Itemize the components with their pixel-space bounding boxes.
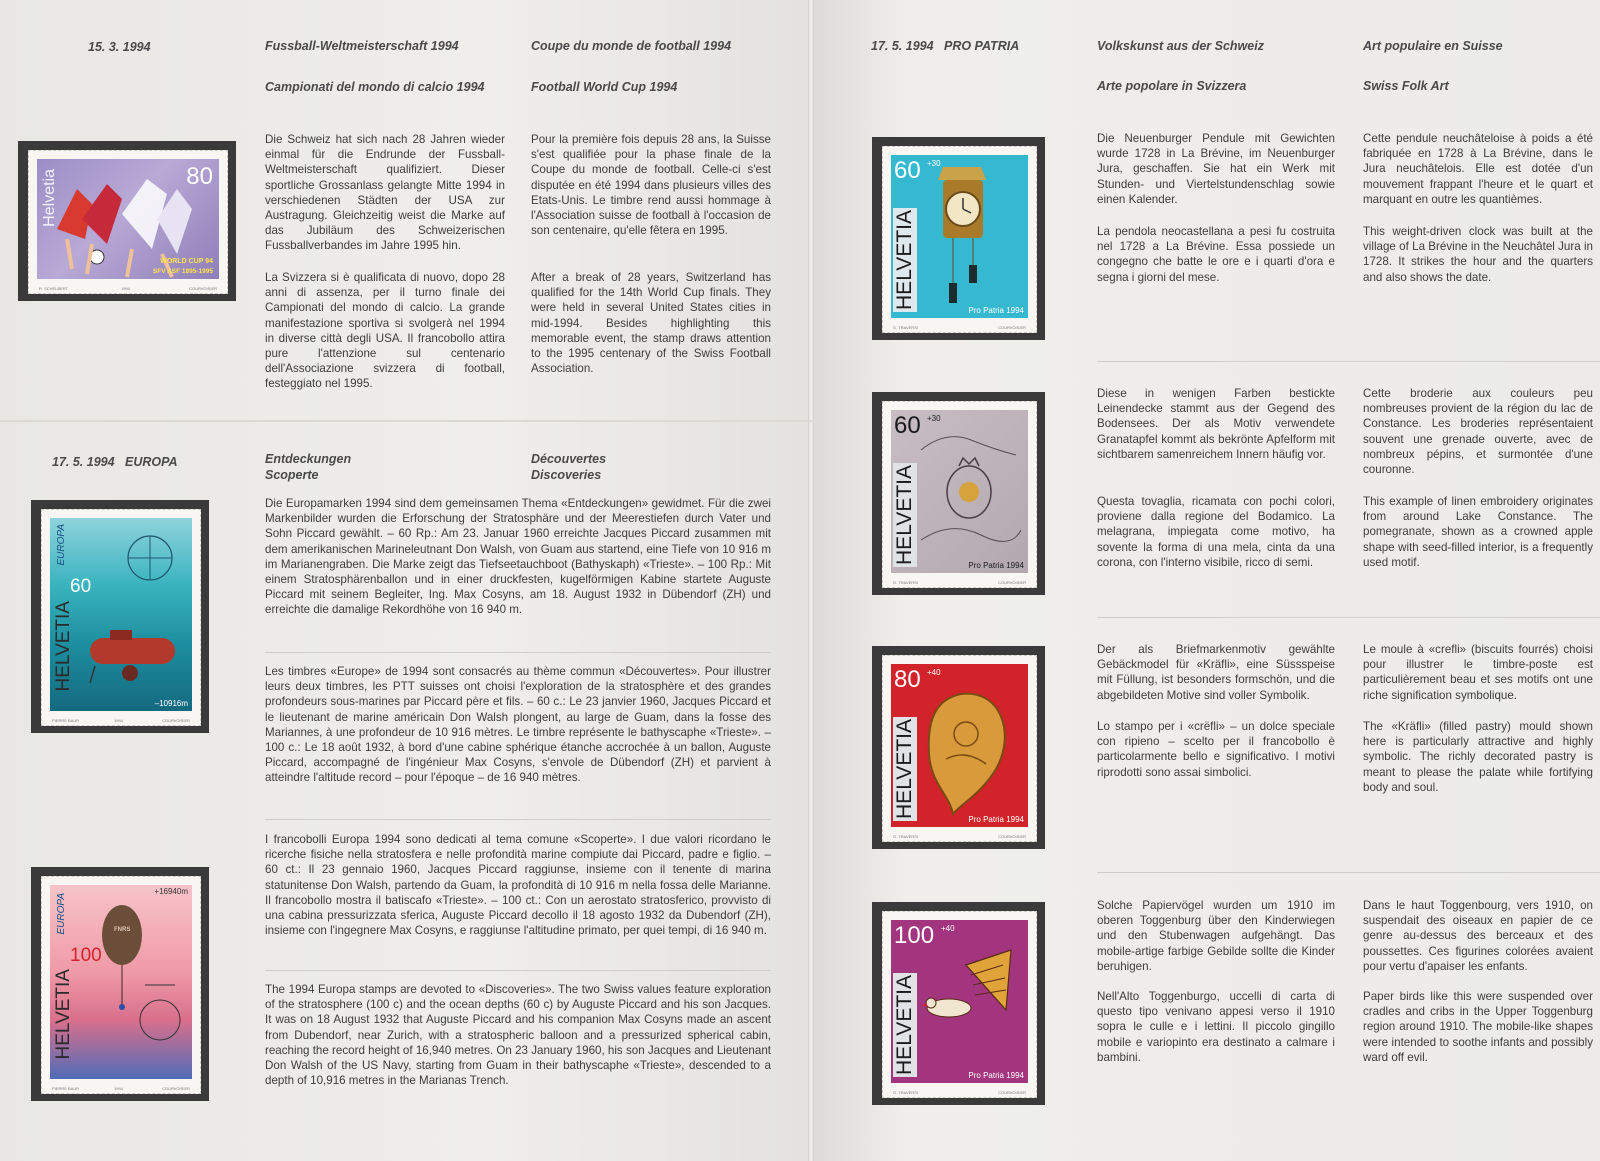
worldcup-stamp-designer: R. SCHELBERT xyxy=(39,286,69,291)
europa-title-de: Entdeckungen xyxy=(265,452,352,466)
propatria-bird-text-it: Nell'Alto Toggenburgo, uccelli di carta di questo tipo venivano appesi verso il 1910 sopra le culle e i lettini. Il piccolo gingillo mobile e variopinto era destinato a calmare i bambini. xyxy=(1097,990,1335,1064)
europa-100-designer: PIERRE BAUR xyxy=(52,1086,80,1091)
propatria-clock-text-en: This weight-driven clock was built at the village of La Brévine in the Neuchâtel Jura in 1728. It strikes the hour and the quarters and also shows the date. xyxy=(1363,225,1593,284)
europa-text-fr: Les timbres «Europe» de 1994 sont consacrés au thème commun «Découvertes». Pour illustrer leurs deux timbres, les PTT suisses ont choisi l'exploration de la stratosphère et des grandes profondeurs sous-marines par Piccard père et fils. – 60 c.: Le 23 janvier 1960, Jacques Piccard et le lieutenant de marine américain Don Walsh plongent, au large de Guam, dans la fosse des Mariannes, à une profondeur de 10 916 mètres. Le timbre représente le bathyscaphe «Trieste». – 100 c.: Le 18 août 1932, à bord d'une cabine sphérique étanche accrochée à un ballon, Auguste Piccard, accompagné de l'ingénieur Max Cosyns, s'envole de Dübendorf (ZH) et parvient à atteindre l'altitude record – pour l'époque – de 16 940 mètres. xyxy=(265,665,771,785)
europa-text-it: I francobolli Europa 1994 sono dedicati al tema comune «Scoperte». I due valori ricordano le ricerche fisiche nella stratosfera e nelle profondità marine compiute dai Piccard, padre e figlio. – 60 ct.: Il 23 gennaio 1960, Jacques Piccard raggiunse, insieme con il tenente di marina statunitense Don Walsh, partendo da Guam, la profondità di 10 916 m nella fossa delle Marianne. Il francobollo mostra il batiscafo «Trieste». – 100 ct.: Con un aerostato stratosferico, provvisto di una cabina pressurizzata sferica, Auguste Piccard decollo il 18 agosto 1932 da Dubendorf (ZH), insieme con l'ingegnere Max Cosyns, e raggiunse l'altitudine primato, per quei tempi, di 16 940 m. xyxy=(265,833,771,938)
europa-text-de: Die Europamarken 1994 sind dem gemeinsamen Thema «Entdeckungen» gewidmet. Für die zwei Markenbilder wurden die Erforschung der Stratosphäre und der Meerestiefen durch Vater und Sohn Piccard gewählt. – 60 Rp.: Am 23. Januar 1960 erreichte Jacques Piccard zusammen mit dem amerikanischen Marineleutnant Don Walsh, von Guam aus startend, eine Tiefe von 10 916 m im Marianengraben. Die Marke zeigt das Tiefseetauchboot (Bathyskaph) «Trieste». – 100 Rp.: Mit einem Stratosphärenballon und in einer druckfesten, kugelförmigen Kabine startete Auguste Piccard mit seinem Begleiter, Ing. Max Cosyns, am 18. August 1932 in Dübendorf (ZH) und erreichte die damalige Rekordhöhe von 16 940 m. xyxy=(265,497,771,617)
propatria-embroidery-designer: G. TRAVERSI xyxy=(893,580,918,585)
europa-60-stamp-art xyxy=(50,518,192,711)
propatria-divider-3 xyxy=(1097,872,1600,873)
propatria-date-value: 17. 5. 1994 xyxy=(871,39,934,53)
europa-60-country: HELVETIA xyxy=(53,600,74,691)
propatria-date xyxy=(871,39,1019,53)
propatria-clock-surcharge: +30 xyxy=(927,159,941,168)
propatria-mould-designer: G. TRAVERSI xyxy=(893,834,918,839)
worldcup-text-en: After a break of 28 years, Switzerland has qualified for the 14th World Cup finals. They were held in several United States cities in mid-1994. Besides highlighting this memorable event, the stamp draws attention to the 1995 centenary of the Swiss Football Association. xyxy=(531,271,771,376)
propatria-mould-text-fr: Le moule à «crefli» (biscuits fourrés) choisi pour illustrer le timbre-poste est particulièrement beau et ses motifs ont une riche signification symbolique. xyxy=(1363,643,1593,702)
europa-100-label: EUROPA xyxy=(56,893,67,935)
europa-60-label: EUROPA xyxy=(56,524,67,566)
propatria-mould-country: HELVETIA xyxy=(893,719,916,819)
propatria-clock-value: 60 xyxy=(894,157,921,184)
propatria-bird-stamp xyxy=(882,911,1037,1098)
europa-100-stamp-art xyxy=(50,885,192,1079)
propatria-bird-designer: G. TRAVERSI xyxy=(893,1090,918,1095)
propatria-clock-designer: G. TRAVERSI xyxy=(893,325,918,330)
worldcup-stamp-value: 80 xyxy=(186,163,213,190)
europa-100-height: +16940m xyxy=(154,887,188,896)
worldcup-stamp-country: Helvetia xyxy=(41,169,58,227)
propatria-embroidery-surcharge: +30 xyxy=(927,414,941,423)
worldcup-text-it: La Svizzera si è qualificata di nuovo, dopo 28 anni di assenza, per il turno finale dei Campionati del mondo di calcio. La grande manifestazione sportiva si svolgerà nel 1994 in diverse città degli USA. Il francobollo attira pure l'attenzione sul centenario dell'Associazione svizzera di football, festeggiato nel 1995. xyxy=(265,271,505,391)
propatria-bird-country: HELVETIA xyxy=(893,975,916,1075)
propatria-clock-text-de: Die Neuenburger Pendule mit Gewichten wurde 1728 in La Brévine, im Neuenburger Jura, geschaffen. Sie hat ein Werk mit Stunden- und Viertelstundenschlag sowie einen Kalender. xyxy=(1097,132,1335,206)
europa-100-year: 1994 xyxy=(114,1086,123,1091)
propatria-mould-printer: COURVOISIER xyxy=(998,834,1026,839)
propatria-embroidery-text-de: Diese in wenigen Farben bestickte Leinendecke stammt aus der Gegend des Bodensees. Der als Motiv verwendete Granatapfel kommt als bekrönte Apfelform mit sichtbarem samenreichem Innern häufig vor. xyxy=(1097,387,1335,461)
europa-60-printer: COURVOISIER xyxy=(162,718,190,723)
propatria-divider-2 xyxy=(1097,617,1600,618)
propatria-embroidery-stamp xyxy=(882,401,1037,588)
propatria-embroidery-text-fr: Cette broderie aux couleurs peu nombreuses provient de la région du lac de Constance. Les broderies représentaient souvent une grenade ouverte, avec de nombreux pépins, et surmontée d'une couronne. xyxy=(1363,387,1593,477)
worldcup-stamp-printer: COURVOISIER xyxy=(189,286,217,291)
propatria-embroidery-caption: Pro Patria 1994 xyxy=(968,561,1024,570)
propatria-mould-text-de: Der als Briefmarkenmotiv gewählte Gebäckmodel für «Kräfli», eine Süssspeise mit Füllung, ist besonders formschön, und die abgebildeten Motive sind voller Symbolik. xyxy=(1097,643,1335,702)
propatria-bird-text-de: Solche Papiervögel wurden um 1910 im oberen Toggenburg über den Kinderwiegen und den Stubenwagen aufgehängt. Das mobile-artige farbige Gebilde sollte die Kinder beruhigen. xyxy=(1097,899,1335,973)
worldcup-stamp-caption-2: SFV ASF 1895-1995 xyxy=(152,268,213,275)
europa-60-depth: –10916m xyxy=(154,699,188,708)
propatria-bird-printer: COURVOISIER xyxy=(998,1090,1026,1095)
left-page-fold-line xyxy=(0,420,812,422)
propatria-mould-surcharge: +40 xyxy=(927,668,941,677)
worldcup-title-it: Campionati del mondo di calcio 1994 xyxy=(265,80,485,94)
worldcup-stamp-art xyxy=(37,159,219,279)
propatria-mould-text-it: Lo stampo per i «crëfli» – un dolce speciale con ripieno – scelto per il francobollo è particolarmente bello e significativo. I motivi riprodotti sono assai simbolici. xyxy=(1097,720,1335,779)
europa-divider-1 xyxy=(265,652,771,653)
propatria-embroidery-printer: COURVOISIER xyxy=(998,580,1026,585)
europa-100-country: HELVETIA xyxy=(53,968,74,1059)
propatria-mould-stamp xyxy=(882,655,1037,842)
propatria-embroidery-value: 60 xyxy=(894,412,921,439)
propatria-title-de: Volkskunst aus der Schweiz xyxy=(1097,39,1264,53)
propatria-bird-caption: Pro Patria 1994 xyxy=(968,1071,1024,1080)
booklet-spine xyxy=(808,0,814,1161)
propatria-mould-text-en: The «Kräfli» (filled pastry) mould shown here is particularly attractive and highly symbolic. The richly decorated pastry is meant to please the palate while fortifying body and soul. xyxy=(1363,720,1593,794)
propatria-divider-1 xyxy=(1097,361,1600,362)
propatria-clock-text-fr: Cette pendule neuchâteloise à poids a été fabriquée en 1728 à La Brévine, dans le Jura neuchâtelois. Elle est dotée d'un mouvement frappant l'heure et le quart et marquant en outre les quantièmes. xyxy=(1363,132,1593,206)
europa-100-balloon-mark: FNRS xyxy=(114,927,131,933)
europa-100-stamp xyxy=(41,876,201,1094)
propatria-title-it: Arte popolare in Svizzera xyxy=(1097,79,1247,93)
propatria-clock-caption: Pro Patria 1994 xyxy=(968,306,1024,315)
europa-title-fr: Découvertes xyxy=(531,452,607,466)
worldcup-title-de: Fussball-Weltmeisterschaft 1994 xyxy=(265,39,459,53)
propatria-mould-value: 80 xyxy=(894,666,921,693)
worldcup-text-fr: Pour la première fois depuis 28 ans, la Suisse s'est qualifiée pour la phase finale de la Coupe du monde de football. Celle-ci s'est disputée en été 1994 dans plusieurs villes des Etats-Unis. Le timbre rend aussi hommage à l'Association suisse de football à l'occasion de son centenaire, qu'elle fêtera en 1995. xyxy=(531,133,771,238)
propatria-embroidery-text-en: This example of linen embroidery originates from around Lake Constance. The pomegranate, shown as a crowned apple shape with seed-filled interior, is a frequently used motif. xyxy=(1363,495,1593,569)
worldcup-date: 15. 3. 1994 xyxy=(88,40,151,54)
europa-60-value: 60 xyxy=(70,576,92,597)
propatria-clock-stamp xyxy=(882,146,1037,333)
europa-60-stamp xyxy=(41,509,201,726)
propatria-bird-value: 100 xyxy=(894,922,935,949)
europa-60-designer: PIERRE BAUR xyxy=(52,718,80,723)
worldcup-title-en: Football World Cup 1994 xyxy=(531,80,678,94)
worldcup-stamp-year: 1994 xyxy=(121,286,130,291)
europa-divider-3 xyxy=(265,970,771,971)
europa-title-en: Discoveries xyxy=(531,468,602,482)
europa-divider-2 xyxy=(265,819,771,820)
propatria-bird-text-en: Paper birds like this were suspended over cradles and cribs in the Upper Toggenburg region around 1910. The mobile-like shapes were intended to soothe infants and possibly ward off evil. xyxy=(1363,990,1593,1064)
europa-100-value: 100 xyxy=(70,945,102,966)
propatria-clock-stamp-art xyxy=(891,155,1028,318)
propatria-bird-surcharge: +40 xyxy=(941,924,955,933)
worldcup-title-fr: Coupe du monde de football 1994 xyxy=(531,39,732,53)
propatria-clock-country: HELVETIA xyxy=(893,210,916,310)
worldcup-stamp-caption-1: WORLD CUP 94 xyxy=(160,258,213,265)
europa-date-value: 17. 5. 1994 xyxy=(52,455,115,469)
propatria-clock-text-it: La pendola neocastellana a pesi fu costruita nel 1728 a La Brévine. Essa possiede un congegno che batte le ore e i quarti d'ora e segna i giorni del mese. xyxy=(1097,225,1335,284)
propatria-bird-text-fr: Dans le haut Toggenbourg, vers 1910, on suspendait des oiseaux en papier de ce genre au-dessus des berceaux et des poussettes. Ces figurines colorées avaient pour vertu d'apaiser les enfants. xyxy=(1363,899,1593,973)
propatria-mould-caption: Pro Patria 1994 xyxy=(968,815,1024,824)
propatria-title-fr: Art populaire en Suisse xyxy=(1363,39,1503,53)
europa-title-it: Scoperte xyxy=(265,468,319,482)
worldcup-text-de: Die Schweiz hat sich nach 28 Jahren wieder einmal für die Endrunde der Fussball-Weltmeisterschaft qualifiziert. Dieser sportliche Grossanlass gelangte Mitte 1994 in verschiedenen Städten der USA zur Austragung. Gleichzeitig weist die Marke auf das Jubiläum des Schweizerischen Fussballverbandes im Jahre 1995 hin. xyxy=(265,133,505,253)
propatria-embroidery-country: HELVETIA xyxy=(893,465,916,565)
europa-series: EUROPA xyxy=(124,455,178,469)
propatria-mould-stamp-art xyxy=(891,664,1028,827)
propatria-bird-stamp-art xyxy=(891,920,1028,1083)
europa-60-year: 1994 xyxy=(114,718,123,723)
propatria-series: PRO PATRIA xyxy=(943,39,1020,53)
europa-text-en: The 1994 Europa stamps are devoted to «Discoveries». The two Swiss values feature exploration of the stratosphere (100 c) and the ocean depths (60 c) by Auguste Piccard and his son Jacques. It was on 18 August 1932 that Auguste Piccard and his companion Max Cosyns made an ascent from Dubendorf, near Zurich, with a stratospheric balloon and a pressurized spherical cabin, reaching the record height of 16,940 metres. On 23 January 1960, his son Jacques and Lieutenant Don Walsh of the US Navy, starting from Guam in their bathyscaphe «Trieste», descended to a depth of 10,916 metres in the Marianas Trench. xyxy=(265,983,771,1088)
propatria-title-en: Swiss Folk Art xyxy=(1363,79,1449,93)
propatria-embroidery-text-it: Questa tovaglia, ricamata con pochi colori, proviene dalla regione del Bodamico. La melagrana, impiegata come motivo, ha sovente la forma di una mela, cinta da una corona, con l'interno visibile, ricco di semi. xyxy=(1097,495,1335,569)
propatria-clock-printer: COURVOISIER xyxy=(998,325,1026,330)
worldcup-stamp xyxy=(28,150,228,294)
europa-date xyxy=(52,455,178,469)
propatria-embroidery-stamp-art xyxy=(891,410,1028,573)
europa-100-printer: COURVOISIER xyxy=(162,1086,190,1091)
